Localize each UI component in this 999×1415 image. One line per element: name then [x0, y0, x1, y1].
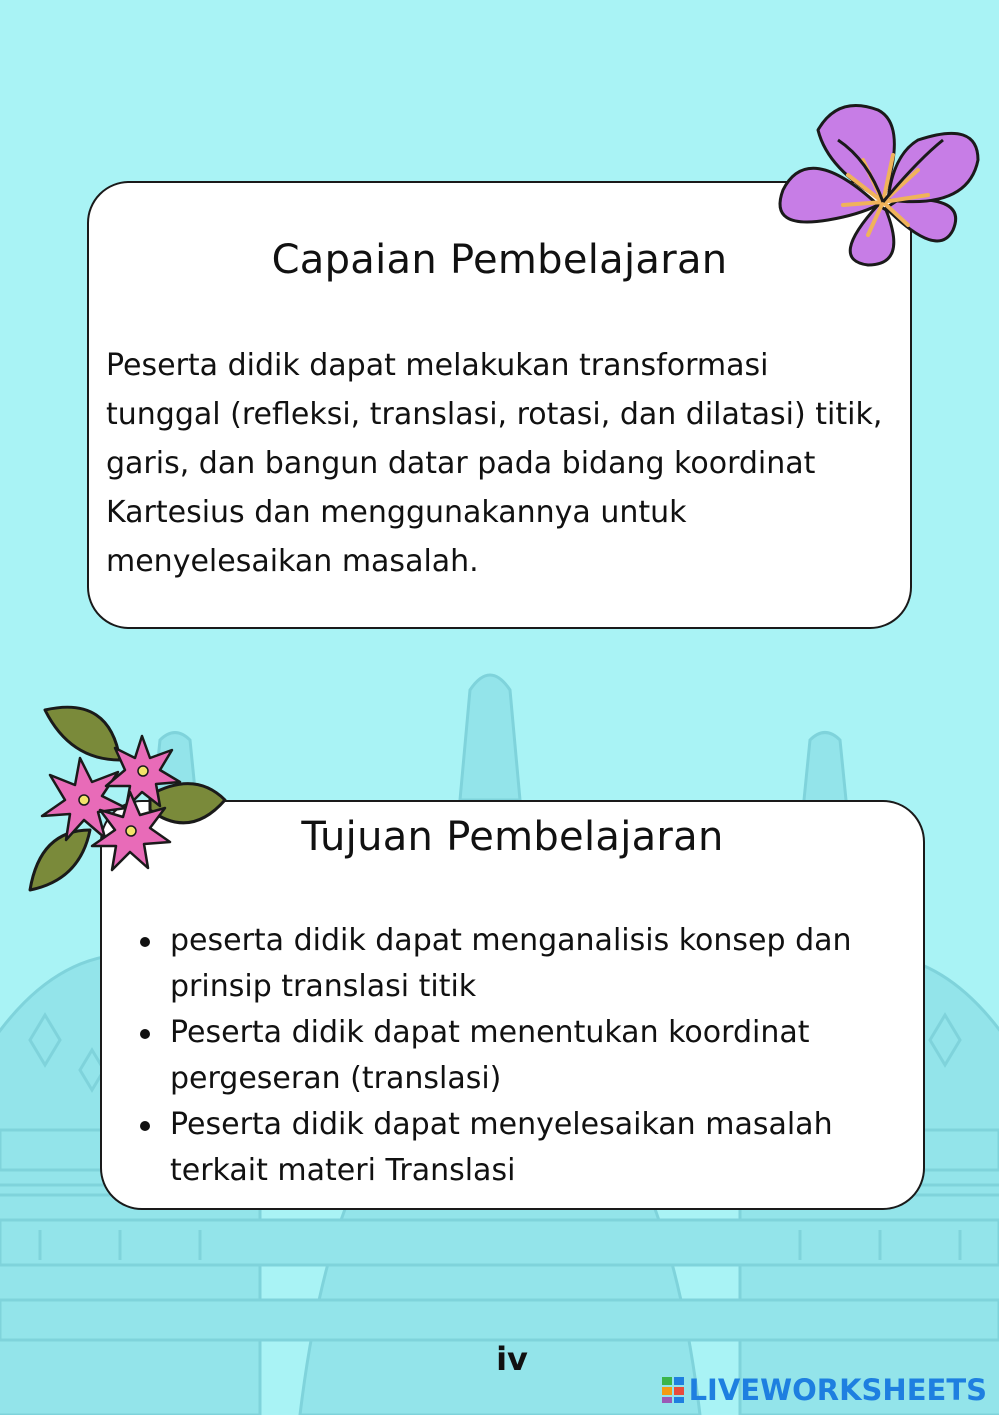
capaian-line: tunggal (refleksi, translasi, rotasi, dan dilatasi) titik, — [106, 397, 883, 432]
liveworksheets-logo-icon — [661, 1375, 685, 1405]
purple-flower-icon — [768, 100, 984, 270]
brand-name: LIVEWORKSHEETS — [688, 1373, 987, 1407]
list-item-line: peserta didik dapat menganalisis konsep dan — [170, 923, 852, 958]
list-item-line: Peserta didik dapat menyelesaikan masalah — [170, 1107, 833, 1142]
bullet-icon — [140, 937, 150, 947]
list-item — [134, 918, 914, 1010]
list-item-line: pergeseran (translasi) — [170, 1061, 502, 1096]
capaian-line: Kartesius dan menggunakannya untuk — [106, 495, 687, 530]
tujuan-title: Tujuan Pembelajaran — [301, 814, 724, 860]
capaian-line: Peserta didik dapat melakukan transformasi — [106, 348, 769, 383]
capaian-line: garis, dan bangun datar pada bidang koordinat — [106, 446, 816, 481]
capaian-line: menyelesaikan masalah. — [106, 544, 479, 579]
page-number: iv — [496, 1340, 528, 1378]
capaian-body — [106, 341, 906, 586]
bullet-icon — [140, 1029, 150, 1039]
list-item — [134, 1010, 914, 1102]
tujuan-list — [134, 918, 914, 1194]
liveworksheets-brand[interactable] — [661, 1372, 987, 1408]
list-item-line: prinsip translasi titik — [170, 969, 477, 1004]
list-item-line: terkait materi Translasi — [170, 1153, 516, 1188]
list-item — [134, 1102, 914, 1194]
bullet-icon — [140, 1121, 150, 1131]
pink-flower-cluster-icon — [20, 700, 230, 895]
list-item-line: Peserta didik dapat menentukan koordinat — [170, 1015, 810, 1050]
capaian-title: Capaian Pembelajaran — [271, 237, 728, 283]
